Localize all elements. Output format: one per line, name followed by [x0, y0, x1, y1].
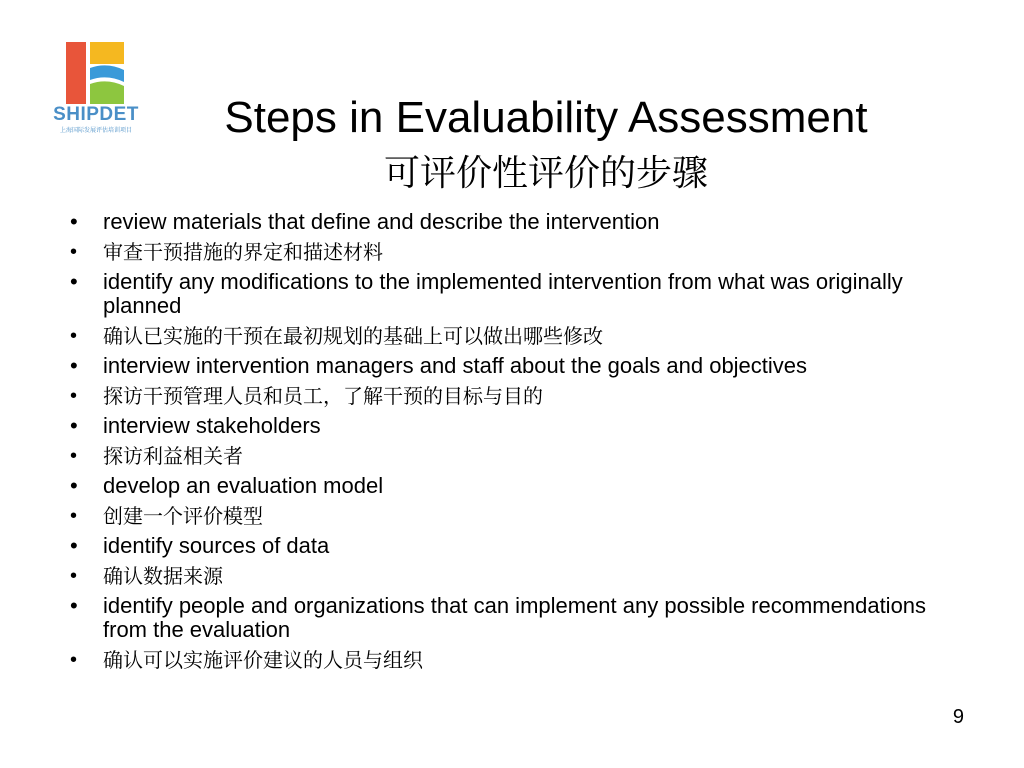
- bullet-dot-icon: •: [70, 209, 78, 234]
- bullet-text: 确认数据来源: [103, 564, 223, 588]
- bullet-dot-icon: •: [70, 593, 78, 618]
- bullet-text: interview intervention managers and staff about the goals and objectives: [103, 353, 808, 378]
- bullet-item: [60, 504, 940, 528]
- bullet-dot-icon: •: [70, 413, 78, 438]
- logo-subtitle: 上海国际发展评估培训项目: [59, 128, 132, 134]
- bullet-item: [60, 240, 940, 264]
- slide-subtitle: 可评价性评价的步骤: [383, 153, 708, 194]
- bullet-item: [60, 354, 940, 378]
- bullet-item: [60, 534, 940, 558]
- bullet-dot-icon: •: [70, 385, 78, 407]
- bullet-dot-icon: •: [70, 505, 78, 527]
- bullet-dot-icon: •: [70, 473, 78, 498]
- bullet-dot-icon: •: [70, 649, 78, 671]
- bullet-dot-icon: •: [70, 533, 78, 558]
- bullet-text: 确认可以实施评价建议的人员与组织: [103, 648, 423, 672]
- bullet-item: [60, 384, 940, 408]
- bullet-dot-icon: •: [70, 353, 78, 378]
- bullet-text: develop an evaluation model: [103, 473, 384, 498]
- page-number: 9: [952, 706, 964, 728]
- bullet-dot-icon: •: [70, 445, 78, 467]
- bullet-item: [60, 564, 940, 588]
- slide-title: Steps in Evaluability Assessment: [224, 93, 868, 142]
- bullet-dot-icon: •: [70, 325, 78, 347]
- bullet-text: identify sources of data: [103, 533, 330, 558]
- bullet-dot-icon: •: [70, 241, 78, 263]
- bullet-text: interview stakeholders: [103, 413, 321, 438]
- bullet-text: 审查干预措施的界定和描述材料: [103, 240, 383, 264]
- bullet-item: [60, 594, 940, 642]
- shipdet-logo: [50, 42, 142, 134]
- bullet-dot-icon: •: [70, 269, 78, 294]
- bullet-dot-icon: •: [70, 565, 78, 587]
- bullet-text: identify people and organizations that can implement any possible recommendations from the evaluation: [103, 593, 927, 642]
- bullet-text: 确认已实施的干预在最初规划的基础上可以做出哪些修改: [103, 324, 603, 348]
- logo-wordmark: SHIPDET: [53, 104, 139, 125]
- bullet-text: 探访干预管理人员和员工，了解干预的目标与目的: [103, 384, 543, 408]
- bullet-text: review materials that define and describe the intervention: [103, 209, 660, 234]
- logo-mark-icon: [66, 42, 126, 104]
- bullet-list: [60, 210, 940, 678]
- bullet-text: identify any modifications to the implemented intervention from what was originally planned: [103, 269, 903, 318]
- bullet-item: [60, 414, 940, 438]
- bullet-item: [60, 210, 940, 234]
- bullet-item: [60, 324, 940, 348]
- bullet-text: 创建一个评价模型: [103, 504, 263, 528]
- bullet-item: [60, 474, 940, 498]
- bullet-item: [60, 270, 940, 318]
- bullet-text: 探访利益相关者: [103, 444, 243, 468]
- bullet-item: [60, 444, 940, 468]
- bullet-item: [60, 648, 940, 672]
